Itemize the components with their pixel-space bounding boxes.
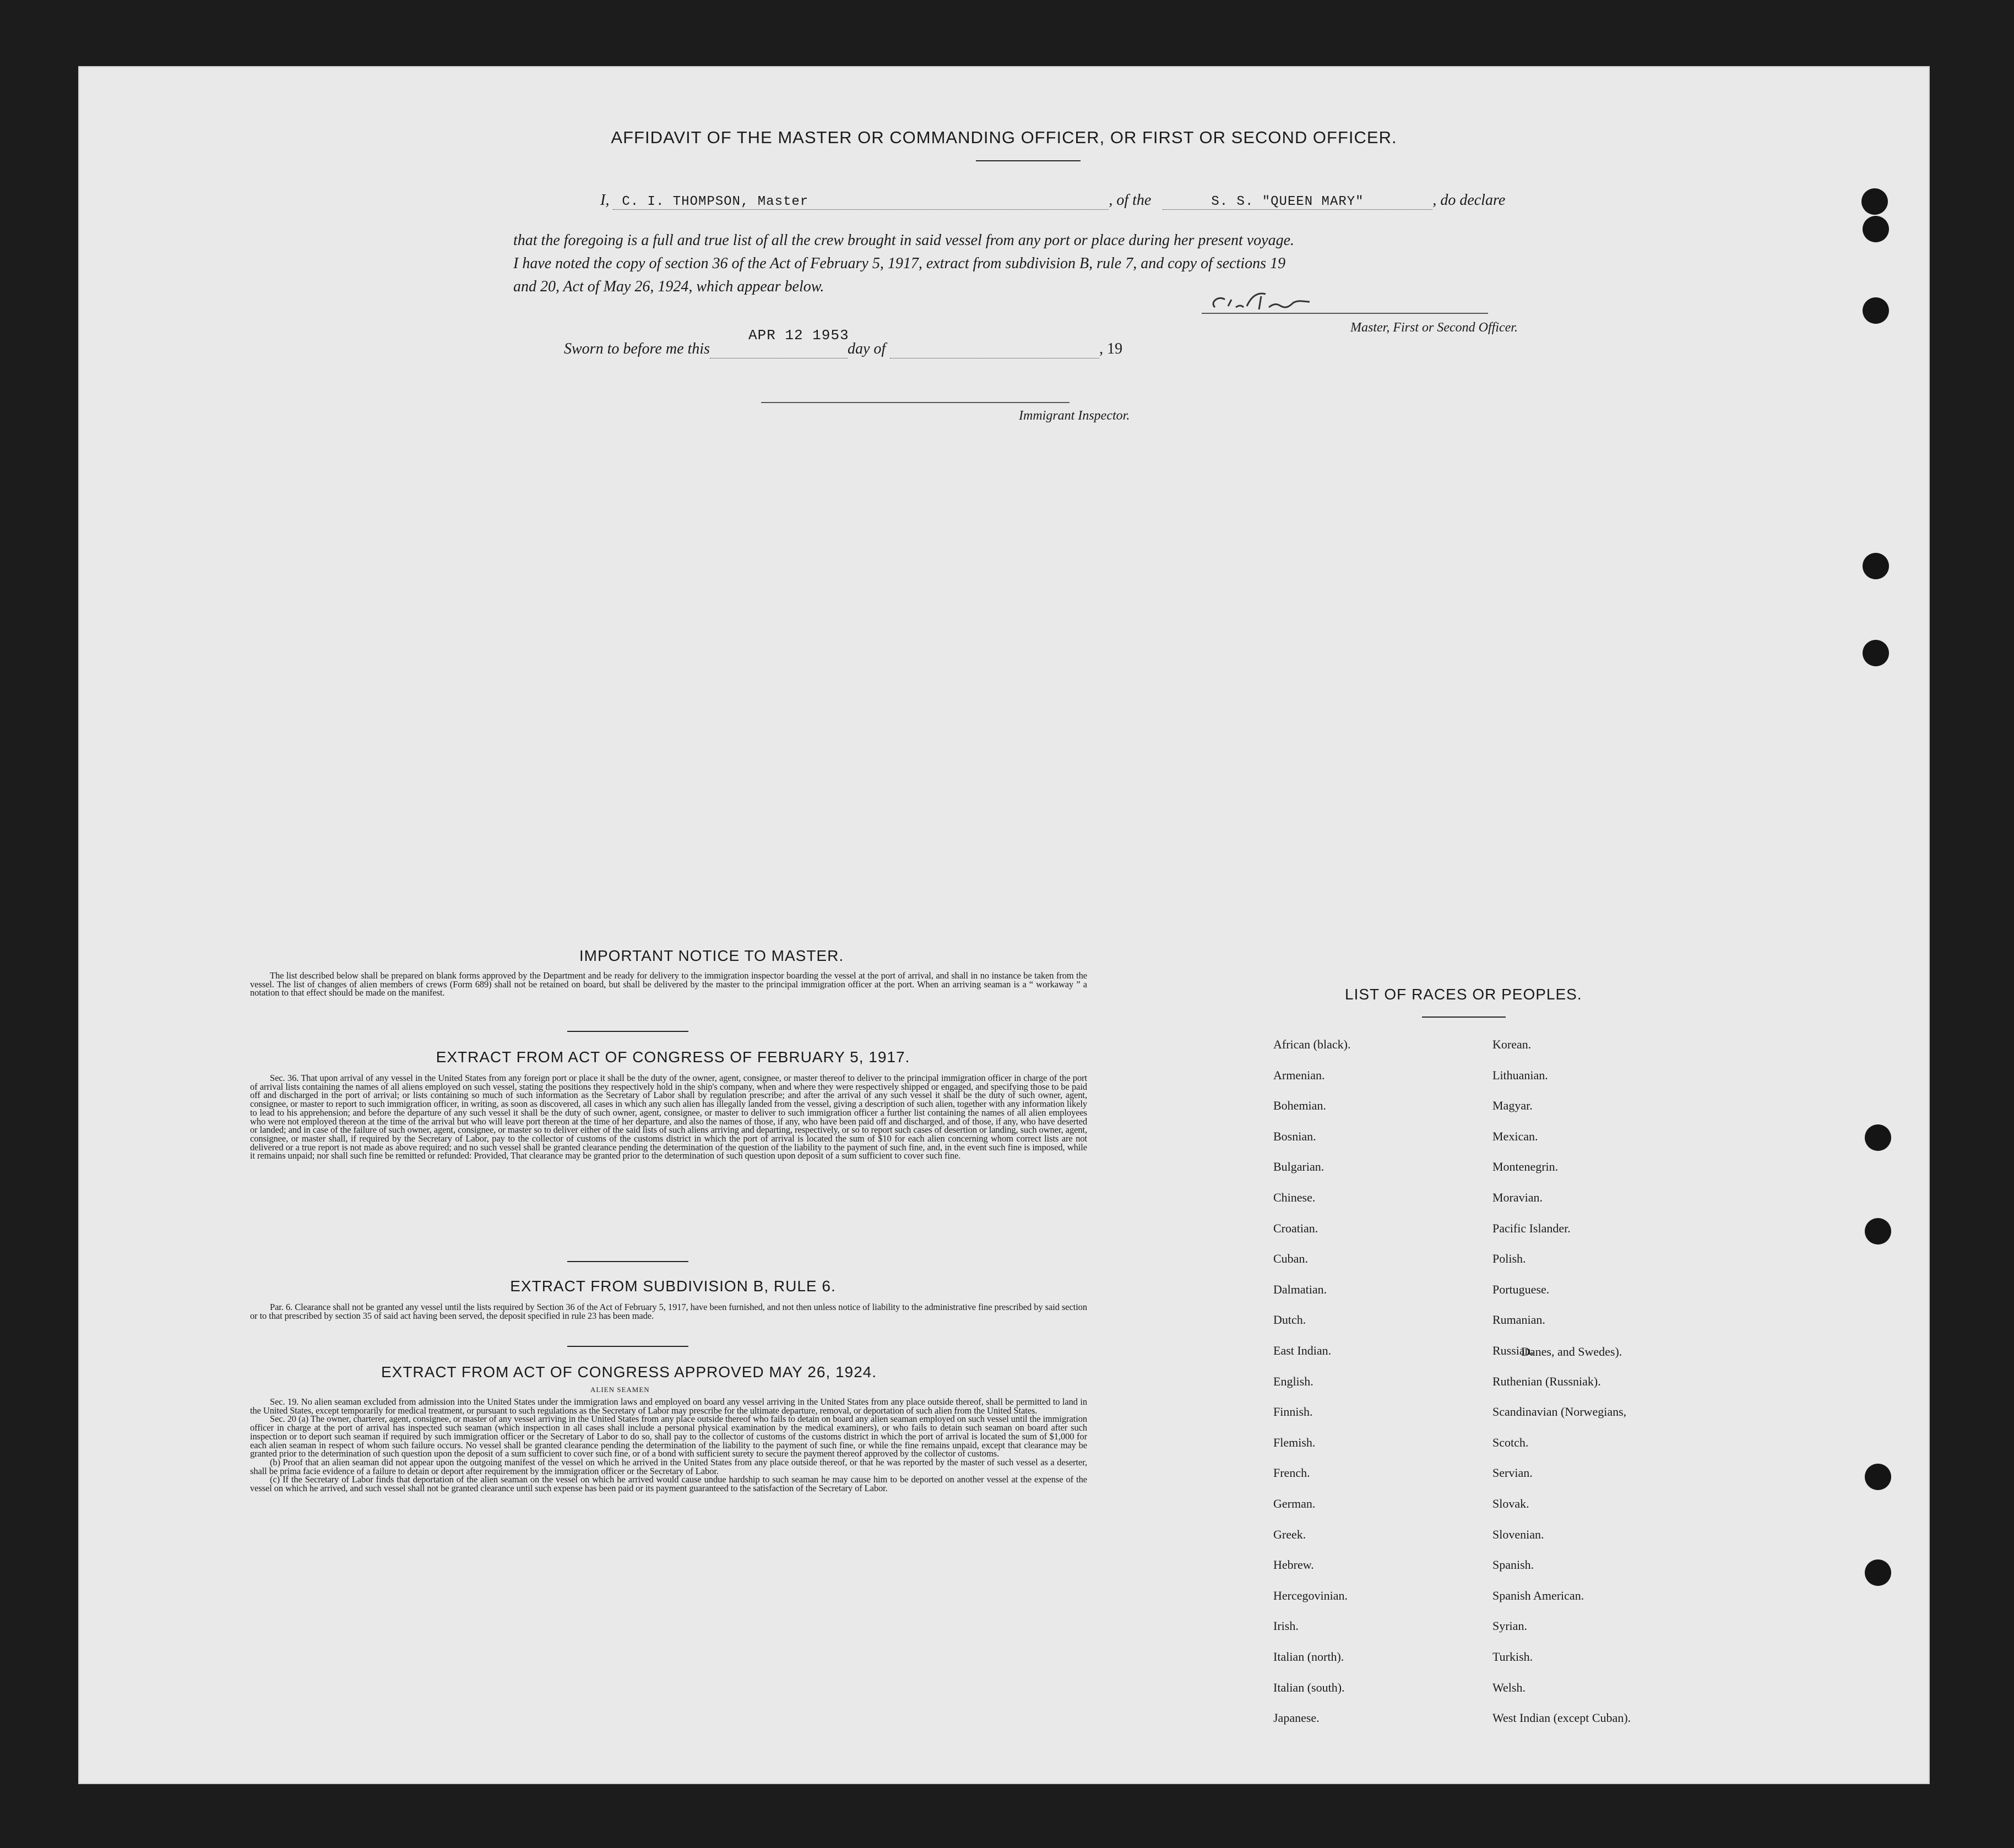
race-item: Korean.: [1492, 1037, 1532, 1051]
extract-1917-paragraph: Sec. 36. That upon arrival of any vessel in the United States from any foreign port or place it shall be the duty of the owner, agent, consignee, or master thereof to deliver to the principal immigration officer in charge of the port of arrival lists containing the names of all aliens employed on such vessel, stating the positions they respectively hold in the ship's company, when and where they were respectively shipped or engaged, and specifying those to be paid off and discharged in the port of arrival; or lists containing so much of such information as the Secretary of Labor shall by regulation prescribe; and after the arrival of any such vessel it shall be the duty of such owner, agent, consignee, or master to report to such immigration officer, in writing, as soon as discovered, all cases in which any such alien has illegally landed from the vessel, giving a description of such alien, together with any information likely to lead to his apprehension; and before the departure of any such vessel it shall be the duty of such owner, agent, consignee, or master to deliver to such immigration officer a further list containing the names of all alien employees who were not employed thereon at the time of the arrival but who will leave port thereon at the time of her departure, and also the names of those, if any, who have been paid off and discharged, and of those, if any, who have deserted or landed; and in case of the failure of such owner, agent, consignee, or master so to deliver either of the said lists of such aliens arriving and departing, respectively, or so to report such cases of desertion or landing, such owner, agent, consignee, or master shall, if required by the Secretary of Labor, pay to the collector of customs of the customs district in which the port of arrival is located the sum of $10 for each alien concerning whom correct lists are not delivered or a true report is not made as above required; and no such vessel shall be granted clearance pending the determination of the question of the liability to the payment of such fine, and, in the event such fine is imposed, while it remains unpaid; nor shall such fine be remitted or refunded: Provided, That clearance may be granted prior to the determination of such question upon deposit of a sum sufficient to cover such fine.: [250, 1073, 1087, 1161]
extract-1917-text: [250, 1074, 1087, 1160]
race-item: Scotch.: [1492, 1436, 1529, 1449]
punch-hole: [1865, 1559, 1891, 1586]
race-item: Spanish American.: [1492, 1589, 1584, 1602]
race-item: Ruthenian (Russniak).: [1492, 1374, 1601, 1388]
race-item: Slovenian.: [1492, 1528, 1544, 1541]
extract-1924-text: [250, 1398, 1087, 1493]
race-item: Hercegovinian.: [1273, 1589, 1348, 1602]
race-item: Mexican.: [1492, 1129, 1538, 1143]
document-sheet: [78, 66, 1930, 1784]
notice-paragraph: The list described below shall be prepared on blank forms approved by the Department and be ready for delivery to the immigration inspector boarding the vessel at the port of arrival, and shall in no instance be taken from the vessel. The list of changes of alien members of crews (Form 689) shall not be retained on board, but shall be delivered by the master to the principal immigration officer at the port. When an arriving seaman is a “ workaway ” a notation to that effect should be made on the manifest.: [250, 970, 1087, 998]
race-item: West Indian (except Cuban).: [1492, 1711, 1631, 1725]
race-item: Italian (south).: [1273, 1681, 1345, 1694]
race-item: Hebrew.: [1273, 1558, 1314, 1572]
vessel-name-field: [1163, 192, 1432, 210]
sec20c-paragraph: (c) If the Secretary of Labor finds that deportation of the alien seaman on the vessel on which he arrived would cause undue hardship to such seaman he may cause him to be deported on another vessel at the expense of the vessel on which he arrived, and such vessel shall not be granted clearance until such expense has been paid or its payment guaranteed to the satisfaction of the Secretary of Labor.: [250, 1474, 1087, 1494]
punch-hole: [1863, 216, 1889, 242]
year-label: , 19: [1099, 340, 1123, 357]
rule6-title: EXTRACT FROM SUBDIVISION B, RULE 6.: [510, 1278, 836, 1295]
section-divider: [567, 1031, 688, 1032]
race-item: Montenegrin.: [1492, 1160, 1559, 1173]
day-of-label: day of: [847, 340, 886, 357]
extract-1917-title: EXTRACT FROM ACT OF CONGRESS OF FEBRUARY 5, 1917.: [436, 1048, 910, 1066]
race-item: Scandinavian (Norwegians,: [1492, 1405, 1627, 1418]
race-item-continuation: Danes, and Swedes).: [1521, 1345, 1622, 1358]
race-item: Bulgarian.: [1273, 1160, 1324, 1173]
race-item: Spanish.: [1492, 1558, 1534, 1572]
punch-hole: [1863, 553, 1889, 579]
race-item: Croatian.: [1273, 1221, 1318, 1235]
statement-line: that the foregoing is a full and true list of all the crew brought in said vessel from any port or place during her present voyage.: [513, 232, 1295, 249]
notice-title: IMPORTANT NOTICE TO MASTER.: [579, 947, 844, 964]
race-item: Lithuanian.: [1492, 1068, 1548, 1082]
vessel-name: S. S. "QUEEN MARY": [1211, 194, 1364, 209]
race-item: Italian (north).: [1273, 1650, 1344, 1664]
race-item: Pacific Islander.: [1492, 1221, 1571, 1235]
master-name-field: [613, 192, 1109, 210]
notice-text: [250, 971, 1087, 997]
statement-line: I have noted the copy of section 36 of the Act of February 5, 1917, extract from subdivision B, rule 7, and copy of sections 19: [513, 255, 1286, 272]
signature-line: [1202, 313, 1488, 314]
statement-line: and 20, Act of May 26, 1924, which appear below.: [513, 278, 824, 295]
sworn-label: Sworn to before me this: [564, 340, 710, 357]
race-item: German.: [1273, 1497, 1316, 1510]
rule6-paragraph: Par. 6. Clearance shall not be granted any vessel until the lists required by Section 36 of the Act of February 5, 1917, have been furnished, and not then unless notice of liability to the administrative fine prescribed by said section or to that prescribed by section 35 of said act having been served, the deposit specified in rule 23 has been made.: [250, 1302, 1087, 1321]
affidavit-first-line: [600, 192, 1505, 210]
race-item: Dalmatian.: [1273, 1282, 1327, 1296]
race-item: Greek.: [1273, 1528, 1306, 1541]
races-title: LIST OF RACES OR PEOPLES.: [1345, 986, 1582, 1003]
sworn-line: [564, 327, 1123, 358]
race-item: Servian.: [1492, 1466, 1533, 1480]
inspector-label: Immigrant Inspector.: [1019, 409, 1130, 423]
section-divider: [567, 1261, 688, 1262]
punch-hole: [1865, 1218, 1891, 1244]
race-item: Slovak.: [1492, 1497, 1529, 1510]
punch-hole: [1863, 297, 1889, 324]
race-item: Finnish.: [1273, 1405, 1313, 1418]
race-item: Russian.: [1492, 1344, 1534, 1357]
signature-label: Master, First or Second Officer.: [1350, 320, 1518, 335]
race-item: Armenian.: [1273, 1068, 1325, 1082]
inspector-signature-line: [761, 402, 1070, 403]
race-item: East Indian.: [1273, 1344, 1332, 1357]
race-item: Cuban.: [1273, 1252, 1308, 1265]
rule6-text: [250, 1303, 1087, 1320]
alien-seamen-subtitle: ALIEN SEAMEN: [590, 1385, 650, 1394]
race-item: Flemish.: [1273, 1436, 1316, 1449]
race-item: Welsh.: [1492, 1681, 1526, 1694]
affidavit-title: AFFIDAVIT OF THE MASTER OR COMMANDING OFFICER, OR FIRST OR SECOND OFFICER.: [611, 128, 1397, 147]
sworn-day-field: [710, 327, 849, 358]
race-item: French.: [1273, 1466, 1310, 1480]
race-item: Bosnian.: [1273, 1129, 1316, 1143]
sec19-paragraph: Sec. 19. No alien seaman excluded from admission into the United States under the immigration laws and employed on board any vessel arriving in the United States from any place outside thereof, shall be permitted to land in the United States, except temporarily for medical treatment, or pursuant to such regulations as the Secretary of Labor may prescribe for the ultimate departure, removal, or deportation of such alien from the United States.: [250, 1396, 1087, 1416]
date-stamp: APR 12 1953: [748, 327, 849, 344]
race-item: Bohemian.: [1273, 1099, 1326, 1112]
master-name: C. I. THOMPSON, Master: [622, 194, 809, 209]
race-item: Chinese.: [1273, 1191, 1316, 1204]
section-divider: [567, 1346, 688, 1347]
race-item: African (black).: [1273, 1037, 1351, 1051]
race-item: Portuguese.: [1492, 1282, 1550, 1296]
race-item: Dutch.: [1273, 1313, 1306, 1327]
race-item: Rumanian.: [1492, 1313, 1545, 1327]
races-title-underline: [1422, 1017, 1506, 1018]
punch-hole: [1865, 1464, 1891, 1490]
title-underline: [976, 160, 1081, 161]
i-label: I,: [600, 192, 610, 209]
sec20a-paragraph: Sec. 20 (a) The owner, charterer, agent, consignee, or master of any vessel arriving in the United States from any place outside thereof who fails to detain on board any alien seaman employed on such vessel until the immigration officer in charge at the port of arrival has inspected such seaman (which inspection in all cases shall include a personal physical examination by the medical examiners), or who fails to detain such seaman on board after such inspection or to deport such seaman if required by such immigration officer or the Secretary of Labor to do so, shall pay to the collector of customs of the customs district in which the port of arrival is located the sum of $1,000 for each alien seaman in respect of whom such failure occurs. No vessel shall be granted clearance pending the determination of the liability to the payment of such fine, or while the fine remains unpaid, except that clearance may be granted prior to the determination of such question upon the deposit of a sum sufficient to cover such fine, or of a bond with sufficient surety to secure the payment thereof approved by the collector of customs.: [250, 1414, 1087, 1459]
race-item: Polish.: [1492, 1252, 1526, 1265]
race-item: Turkish.: [1492, 1650, 1533, 1664]
affidavit-statement: [513, 229, 1516, 298]
race-item: Magyar.: [1492, 1099, 1533, 1112]
extract-1924-title: EXTRACT FROM ACT OF CONGRESS APPROVED MAY 26, 1924.: [381, 1363, 877, 1380]
race-item: Irish.: [1273, 1619, 1299, 1633]
race-item: English.: [1273, 1374, 1313, 1388]
punch-hole: [1863, 640, 1889, 666]
race-item: Moravian.: [1492, 1191, 1543, 1204]
race-item: Syrian.: [1492, 1619, 1527, 1633]
do-declare-label: , do declare: [1432, 192, 1506, 209]
sec20b-paragraph: (b) Proof that an alien seaman did not appear upon the outgoing manifest of the vessel on which he arrived in the United States from any place outside thereof, or that he was reported by the master of such vessel as a deserter, shall be prima facie evidence of a failure to detain or deport after requirement by the immigration officer or the Secretary of Labor.: [250, 1456, 1087, 1476]
sworn-month-field: [890, 340, 1099, 358]
punch-hole: [1865, 1124, 1891, 1151]
race-item: Japanese.: [1273, 1711, 1320, 1725]
punch-hole: [1861, 188, 1888, 215]
of-the-label: , of the: [1109, 192, 1152, 209]
